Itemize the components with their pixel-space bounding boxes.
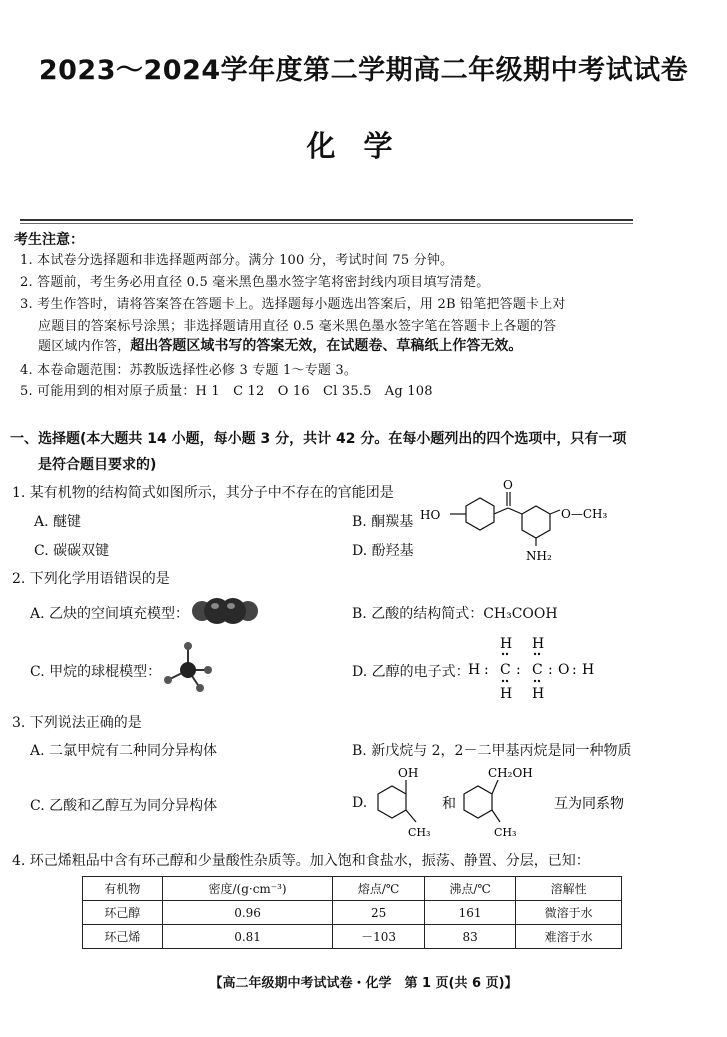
ch3-label: CH₃	[494, 826, 517, 839]
e-h: H	[582, 662, 595, 678]
ch3-label: CH₃	[408, 826, 431, 839]
notice-item: 5. 可能用到的相对原子质量：H 1 C 12 O 16 Cl 35.5 Ag 108	[20, 384, 433, 399]
notice-item: 2. 答题前，考生务必用直径 0.5 毫米黑色墨水签字笔将密封线内项目填写清楚。	[20, 275, 490, 290]
q2-option-a: A. 乙炔的空间填充模型：	[30, 606, 190, 622]
q1-option-d: D. 酚羟基	[352, 543, 414, 559]
section-heading-cont: 是符合题目要求的)	[38, 457, 157, 473]
table-cell: 微溶于水	[516, 901, 622, 925]
e-c: C	[500, 662, 511, 678]
table-cell: 0.81	[162, 925, 333, 949]
q3-option-d: D.	[352, 795, 368, 811]
header-divider-thin	[20, 223, 633, 224]
amino-label: NH₂	[526, 549, 552, 563]
table-row	[83, 901, 622, 925]
and-label: 和	[442, 796, 456, 812]
methane-ball-stick-model	[160, 640, 220, 696]
subject-title: 化学	[306, 129, 421, 163]
oh-label: OH	[398, 766, 419, 780]
table-header: 沸点/℃	[424, 877, 516, 901]
q2-option-b: B. 乙酸的结构简式：CH₃COOH	[352, 606, 558, 622]
header-divider	[20, 219, 633, 221]
e-c: C	[532, 662, 543, 678]
homolog-label: 互为同系物	[554, 796, 624, 812]
notice-item: 1. 本试卷分选择题和非选择题两部分。满分 100 分，考试时间 75 分钟。	[20, 253, 454, 268]
table-header: 有机物	[83, 877, 163, 901]
exam-title: 2023～2024学年度第二学期高二年级期中考试试卷	[38, 55, 689, 86]
table-cell: －103	[333, 925, 425, 949]
notice-item-line	[38, 335, 522, 355]
question-3-stem: 3. 下列说法正确的是	[12, 715, 142, 731]
notice-item: 题区域内作答，	[38, 339, 131, 354]
q1-option-a: A. 醚键	[34, 514, 82, 530]
q3-d-structures	[368, 764, 628, 840]
q1-structure-diagram	[418, 478, 608, 564]
carbonyl-o-label: O	[503, 478, 513, 492]
ch2oh-label: CH₂OH	[488, 766, 533, 780]
q3-option-b: B. 新戊烷与 2，2－二甲基丙烷是同一种物质	[352, 743, 632, 759]
methoxy-label: O—CH₃	[561, 507, 608, 521]
e-pair: :	[548, 662, 553, 678]
e-pair: :	[484, 662, 489, 678]
notice-emphasis: 超出答题区域书写的答案无效，在试题卷、草稿纸上作答无效。	[130, 338, 523, 354]
table-cell: 161	[424, 901, 516, 925]
table-cell: 难溶于水	[516, 925, 622, 949]
properties-table	[82, 876, 622, 949]
e-o: O	[558, 662, 570, 678]
e-h: H	[500, 686, 513, 702]
notice-item: 4. 本卷命题范围：苏教版选择性必修 3 专题 1～专题 3。	[20, 363, 358, 378]
ho-label: HO	[420, 508, 441, 522]
table-header: 熔点/℃	[333, 877, 425, 901]
table-header: 密度/(g·cm⁻³)	[162, 877, 333, 901]
notice-item: 应题目的答案标号涂黑；非选择题请用直径 0.5 毫米黑色墨水签字笔在答题卡上各题的答	[38, 319, 557, 334]
q1-option-b: B. 酮羰基	[352, 514, 414, 530]
ethanol-electron-formula	[460, 634, 610, 702]
e-h: H	[532, 686, 545, 702]
table-row	[83, 925, 622, 949]
notice-item: 3. 考生作答时，请将答案答在答题卡上。选择题每小题选出答案后，用 2B 铅笔把答题卡上对	[20, 297, 566, 312]
table-cell: 83	[424, 925, 516, 949]
e-h: H	[500, 636, 513, 652]
page-footer: 【高二年级期中考试试卷・化学 第 1 页(共 6 页)】	[209, 976, 518, 991]
e-h: H	[532, 636, 545, 652]
q3-option-a: A. 二氯甲烷有二种同分异构体	[30, 743, 218, 759]
e-h: H	[468, 662, 481, 678]
table-cell: 环己醇	[83, 901, 163, 925]
q1-option-c: C. 碳碳双键	[34, 543, 110, 559]
table-cell: 0.96	[162, 901, 333, 925]
table-cell: 25	[333, 901, 425, 925]
question-2-stem: 2. 下列化学用语错误的是	[12, 571, 170, 587]
table-header: 溶解性	[516, 877, 622, 901]
table-header-row	[83, 877, 622, 901]
question-4-stem: 4. 环己烯粗品中含有环己醇和少量酸性杂质等。加入饱和食盐水，振荡、静置、分层，已知：	[12, 853, 590, 869]
q2-option-c: C. 甲烷的球棍模型：	[30, 664, 162, 680]
q2-option-d: D. 乙醇的电子式：	[352, 664, 470, 680]
section-heading: 一、选择题(本大题共 14 小题，每小题 3 分，共计 42 分。在每小题列出的四个选项中，只有一项	[10, 431, 627, 447]
e-pair: :	[516, 662, 521, 678]
e-pair: :	[572, 662, 577, 678]
table-cell: 环己烯	[83, 925, 163, 949]
question-1-stem: 1. 某有机物的结构简式如图所示，其分子中不存在的官能团是	[12, 485, 394, 501]
q3-option-c: C. 乙酸和乙醇互为同分异构体	[30, 798, 218, 814]
notice-heading: 考生注意：	[14, 232, 84, 248]
acetylene-space-filling-model	[190, 596, 260, 626]
